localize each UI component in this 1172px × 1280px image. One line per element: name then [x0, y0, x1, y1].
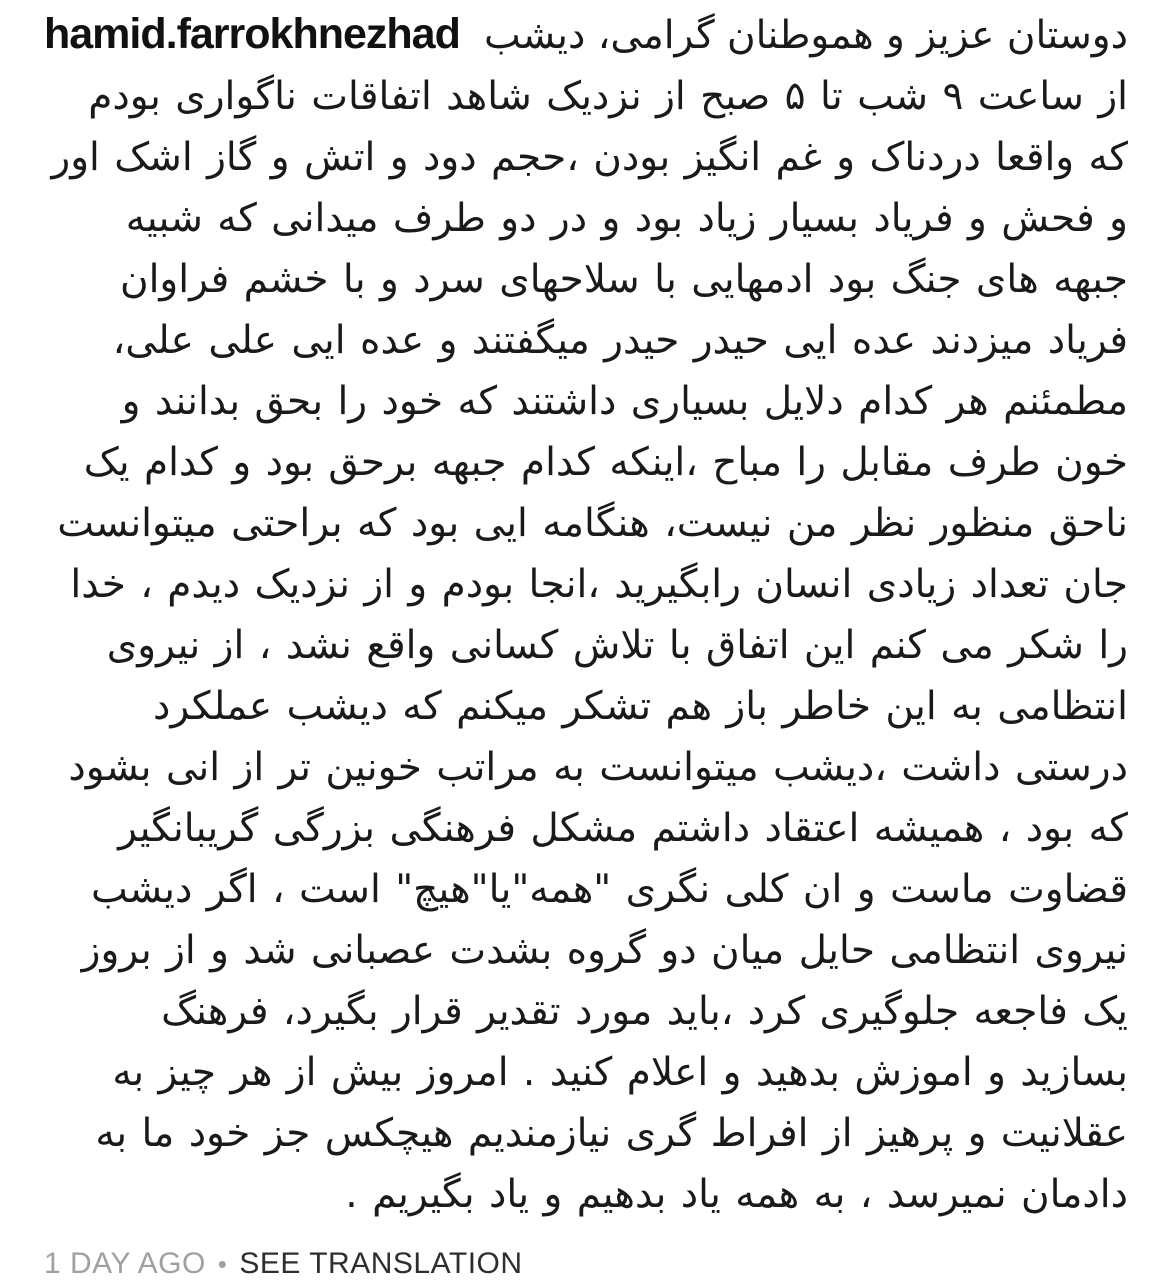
caption-text-body: از ساعت ۹ شب تا ۵ صبح از نزدیک شاهد اتفاقات ناگواری بودم که واقعا دردناک و غم انگیز بودن ،حجم دود و اتش و گاز اشک اور و فحش و فریاد بسیار زیاد بود و در دو طرف میدانی که شبیه جبهه های جنگ بود ادمهایی با سلاحهای سرد و با خشم فراوان فریاد میزدند عده ایی حیدر حیدر میگفتند و عده ایی علی علی، مطمئنم هر کدام دلایل بسیاری داشتند که خود را بحق بدانند و خون طرف مقابل را مباح ،اینکه کدام جبهه برحق بود و کدام یک ناحق منظور نظر من نیست، هنگامه ایی بود که براحتی میتوانست جان تعداد زیادی انسان رابگیرید ،انجا بودم و از نزدیک دیدم ، خدا را شکر می کنم این اتفاق با تلاش کسانی واقع نشد ، از نیروی انتظامی به این خاطر باز هم تشکر میکنم که دیشب عملکرد درستی داشت ،دیشب میتوانست به مراتب خونین تر از انی بشود که بود ، همیشه اعتقاد داشتم مشکل فرهنگی بزرگی گریبانگیر قضاوت ماست و ان کلی نگری "همه"یا"هیچ" است ، اگر دیشب نیروی انتظامی حایل میان دو گروه بشدت عصبانی شد و از بروز یک فاجعه جلوگیری کرد ،باید مورد تقدیر قرار بگیرد، فرهنگ بسازید و اموزش بدهید و اعلام کنید . امروز بیش از هر چیز به عقلانیت و پرهیز از افراط گری نیازمندیم هیچکس جز خود ما به دادمان نمیرسد ، به همه یاد بدهیم و یاد بگیریم .: [51, 74, 1128, 1217]
username-link[interactable]: hamid.farrokhnezhad: [44, 10, 460, 58]
post-timestamp: 1 DAY AGO: [44, 1247, 206, 1280]
separator-dot-icon: •: [217, 1248, 228, 1279]
caption-text-intro: دوستان عزیز و هموطنان گرامی، دیشب: [484, 13, 1128, 58]
post-footer: [44, 1247, 1128, 1280]
post-caption: [44, 4, 1128, 1225]
see-translation-button[interactable]: SEE TRANSLATION: [239, 1247, 523, 1280]
caption-first-line: [44, 4, 1128, 66]
